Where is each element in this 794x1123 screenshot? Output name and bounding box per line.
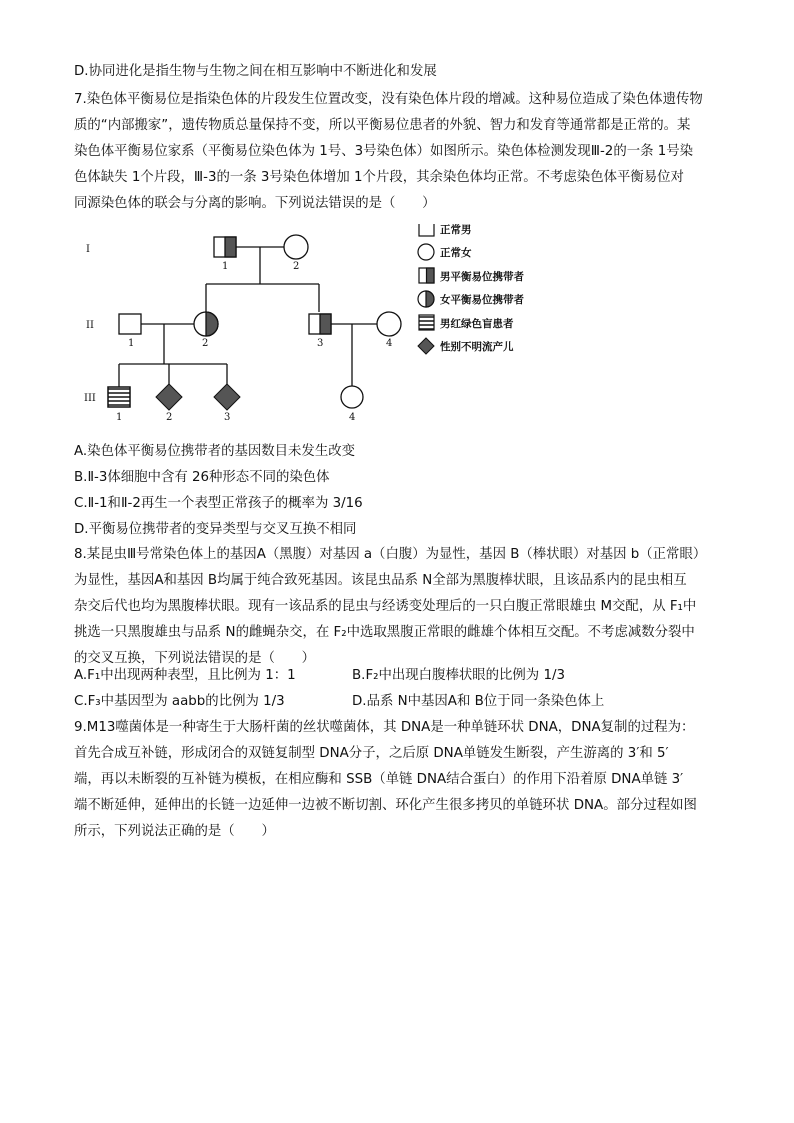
q8-stem-line-5: 的交叉互换，下列说法错误的是（ ） — [74, 651, 316, 666]
pedigree-iii2-miscarriage — [156, 384, 182, 410]
member-number-iii3: 3 — [224, 412, 231, 423]
legend-miscarriage: 性别不明流产儿 — [440, 341, 514, 353]
member-number-ii3: 3 — [317, 338, 324, 349]
q7-option-a: A.染色体平衡易位携带者的基因数目未发生改变 — [74, 444, 355, 459]
legend-male-carrier: 男平衡易位携带者 — [440, 271, 524, 283]
member-number-i1: 1 — [222, 261, 229, 272]
q8-option-d: D.品系 N中基因A和 B位于同一条染色体上 — [352, 694, 605, 709]
q8-stem-line-4: 挑选一只黑腹雄虫与品系 N的雌蝇杂交，在 F₂中选取黑腹正常眼的雌雄个体相互交配。不考虑减数分裂中 — [74, 625, 695, 640]
legend-female-carrier: 女平衡易位携带者 — [440, 294, 524, 306]
q6-option-d: D.协同进化是指生物与生物之间在相互影响中不断进化和发展 — [74, 64, 437, 79]
q9-stem-line-1: 9.M13噬菌体是一种寄生于大肠杆菌的丝状噬菌体，其 DNA是一种单链环状 DNA，DNA复制的过程为： — [74, 720, 695, 735]
legend-normal-female: 正常女 — [440, 247, 472, 259]
q7-option-c: C.Ⅱ-1和Ⅱ-2再生一个表型正常孩子的概率为 3/16 — [74, 496, 363, 511]
pedigree-ii3-male-carrier — [309, 314, 331, 334]
member-number-ii1: 1 — [128, 338, 135, 349]
q9-stem-line-5: 所示，下列说法正确的是（ ） — [74, 824, 275, 839]
legend-colorblind-male-symbol — [419, 315, 434, 330]
q8-option-a: A.F₁中出现两种表型，且比例为 1：1 — [74, 668, 296, 683]
pedigree-i2-normal-female — [284, 235, 308, 259]
q9-stem-line-3: 端，再以未断裂的互补链为模板，在相应酶和 SSB（单链 DNA结合蛋白）的作用下沿着原 DNA单链 3′ — [74, 772, 684, 787]
generation-label-i: I — [86, 244, 90, 255]
legend-colorblind-male: 男红绿色盲患者 — [440, 318, 514, 330]
pedigree-ii4-normal-female — [377, 312, 401, 336]
member-number-ii4: 4 — [386, 338, 393, 349]
member-number-ii2: 2 — [202, 338, 209, 349]
q8-option-c: C.F₃中基因型为 aabb的比例为 1/3 — [74, 694, 285, 709]
q8-stem-line-1: 8.某昆虫Ⅲ号常染色体上的基因A（黑腹）对基因 a（白腹）为显性，基因 B（棒状眼）对基因 b（正常眼） — [74, 547, 707, 562]
pedigree-legend — [418, 224, 524, 354]
q7-stem-line-1: 7.染色体平衡易位是指染色体的片段发生位置改变，没有染色体片段的增减。这种易位造成了染色体遗传物 — [74, 92, 703, 107]
q8-stem-line-2: 为显性，基因A和基因 B均属于纯合致死基因。该昆虫品系 N全部为黑腹棒状眼，且该品系内的昆虫相互 — [74, 573, 687, 588]
pedigree-iii1-colorblind-male — [108, 387, 130, 407]
q7-stem-line-4: 色体缺失 1个片段，Ⅲ-3的一条 3号染色体增加 1个片段，其余染色体均正常。不考虑染色体平衡易位对 — [74, 170, 684, 185]
pedigree-ii2-female-carrier — [194, 312, 218, 336]
q7-stem-line-3: 染色体平衡易位家系（平衡易位染色体为 1号、3号染色体）如图所示。染色体检测发现Ⅲ-2的一条 1号染 — [74, 144, 694, 159]
legend-normal-male: 正常男 — [440, 224, 472, 236]
legend-normal-female-symbol — [418, 244, 434, 260]
pedigree-ii1-normal-male — [119, 314, 141, 334]
q8-option-b: B.F₂中出现白腹棒状眼的比例为 1/3 — [352, 668, 566, 683]
generation-label-iii: III — [84, 393, 96, 404]
q8-stem-line-3: 杂交后代也均为黑腹棒状眼。现有一该品系的昆虫与经诱变处理后的一只白腹正常眼雄虫 M交配，从 F₁中 — [74, 599, 697, 614]
legend-miscarriage-symbol — [418, 338, 434, 354]
q7-stem-line-2: 质的“内部搬家”，遗传物质总量保持不变，所以平衡易位患者的外貌、智力和发育等通常都是正常的。某 — [74, 118, 691, 133]
q7-option-b: B.Ⅱ-3体细胞中含有 26种形态不同的染色体 — [74, 470, 330, 485]
pedigree-i1-male-carrier — [214, 237, 236, 257]
generation-label-ii: II — [86, 320, 94, 331]
q7-stem-line-5: 同源染色体的联会与分离的影响。下列说法错误的是（ ） — [74, 196, 436, 211]
member-number-iii4: 4 — [349, 412, 356, 423]
q9-stem-line-2: 首先合成互补链，形成闭合的双链复制型 DNA分子，之后原 DNA单链发生断裂，产生游离的 3′和 5′ — [74, 746, 669, 761]
pedigree-iii4-normal-female — [341, 386, 363, 408]
pedigree-diagram — [74, 224, 574, 424]
pedigree-iii3-miscarriage — [214, 384, 240, 410]
q7-option-d: D.平衡易位携带者的变异类型与交叉互换不相同 — [74, 522, 357, 537]
member-number-iii2: 2 — [166, 412, 173, 423]
member-number-iii1: 1 — [116, 412, 123, 423]
legend-normal-male-symbol — [419, 224, 434, 236]
member-number-i2: 2 — [293, 261, 300, 272]
q9-stem-line-4: 端不断延伸，延伸出的长链一边延伸一边被不断切割、环化产生很多拷贝的单链环状 DNA。部分过程如图 — [74, 798, 697, 813]
